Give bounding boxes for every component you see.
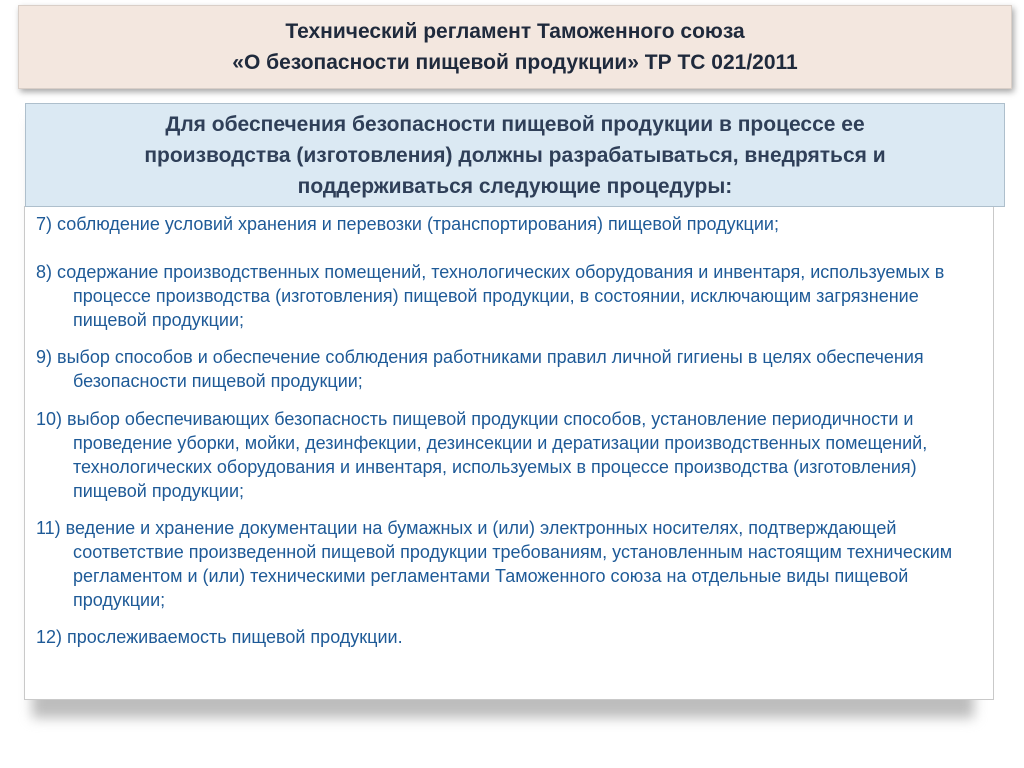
- section-header-line-2: производства (изготовления) должны разрабатываться, внедряться и: [144, 143, 886, 167]
- section-header-line-1: Для обеспечения безопасности пищевой продукции в процессе ее: [165, 112, 865, 136]
- title-line-2: «О безопасности пищевой продукции» ТР ТС 021/2011: [232, 51, 798, 74]
- list-item: 9) выбор способов и обеспечение соблюдения работниками правил личной гигиены в целях обеспечения безопасности пищевой продукции;: [36, 347, 924, 391]
- section-header: [25, 103, 1005, 207]
- slide-title: [18, 5, 1012, 89]
- list-item: 8) содержание производственных помещений, технологических оборудования и инвентаря, используемых в процессе производства (изготовления) пищевой продукции, в состоянии, исключающим загрязнение пищевой продукции;: [36, 262, 945, 330]
- title-line-1: Технический регламент Таможенного союза: [285, 20, 745, 43]
- procedure-list: [36, 212, 986, 649]
- list-item: 7) соблюдение условий хранения и перевозки (транспортирования) пищевой продукции;: [36, 214, 779, 234]
- list-item: 10) выбор обеспечивающих безопасность пищевой продукции способов, установление периодичности и проведение уборки, мойки, дезинфекции, дезинсекции и дератизации производственных помещений, технологических оборудования и инвентаря, используемых в процессе производства (изготовления) пищевой продукции;: [36, 409, 928, 501]
- list-item: 11) ведение и хранение документации на бумажных и (или) электронных носителях, подтверждающей соответствие произведенной пищевой продукции требованиям, установленным настоящим техническим регламентом и (или) техническими регламентами Таможенного союза на отдельные виды пищевой продукции;: [36, 518, 953, 610]
- list-item: 12) прослеживаемость пищевой продукции.: [36, 627, 403, 647]
- section-header-line-3: поддерживаться следующие процедуры:: [297, 174, 733, 198]
